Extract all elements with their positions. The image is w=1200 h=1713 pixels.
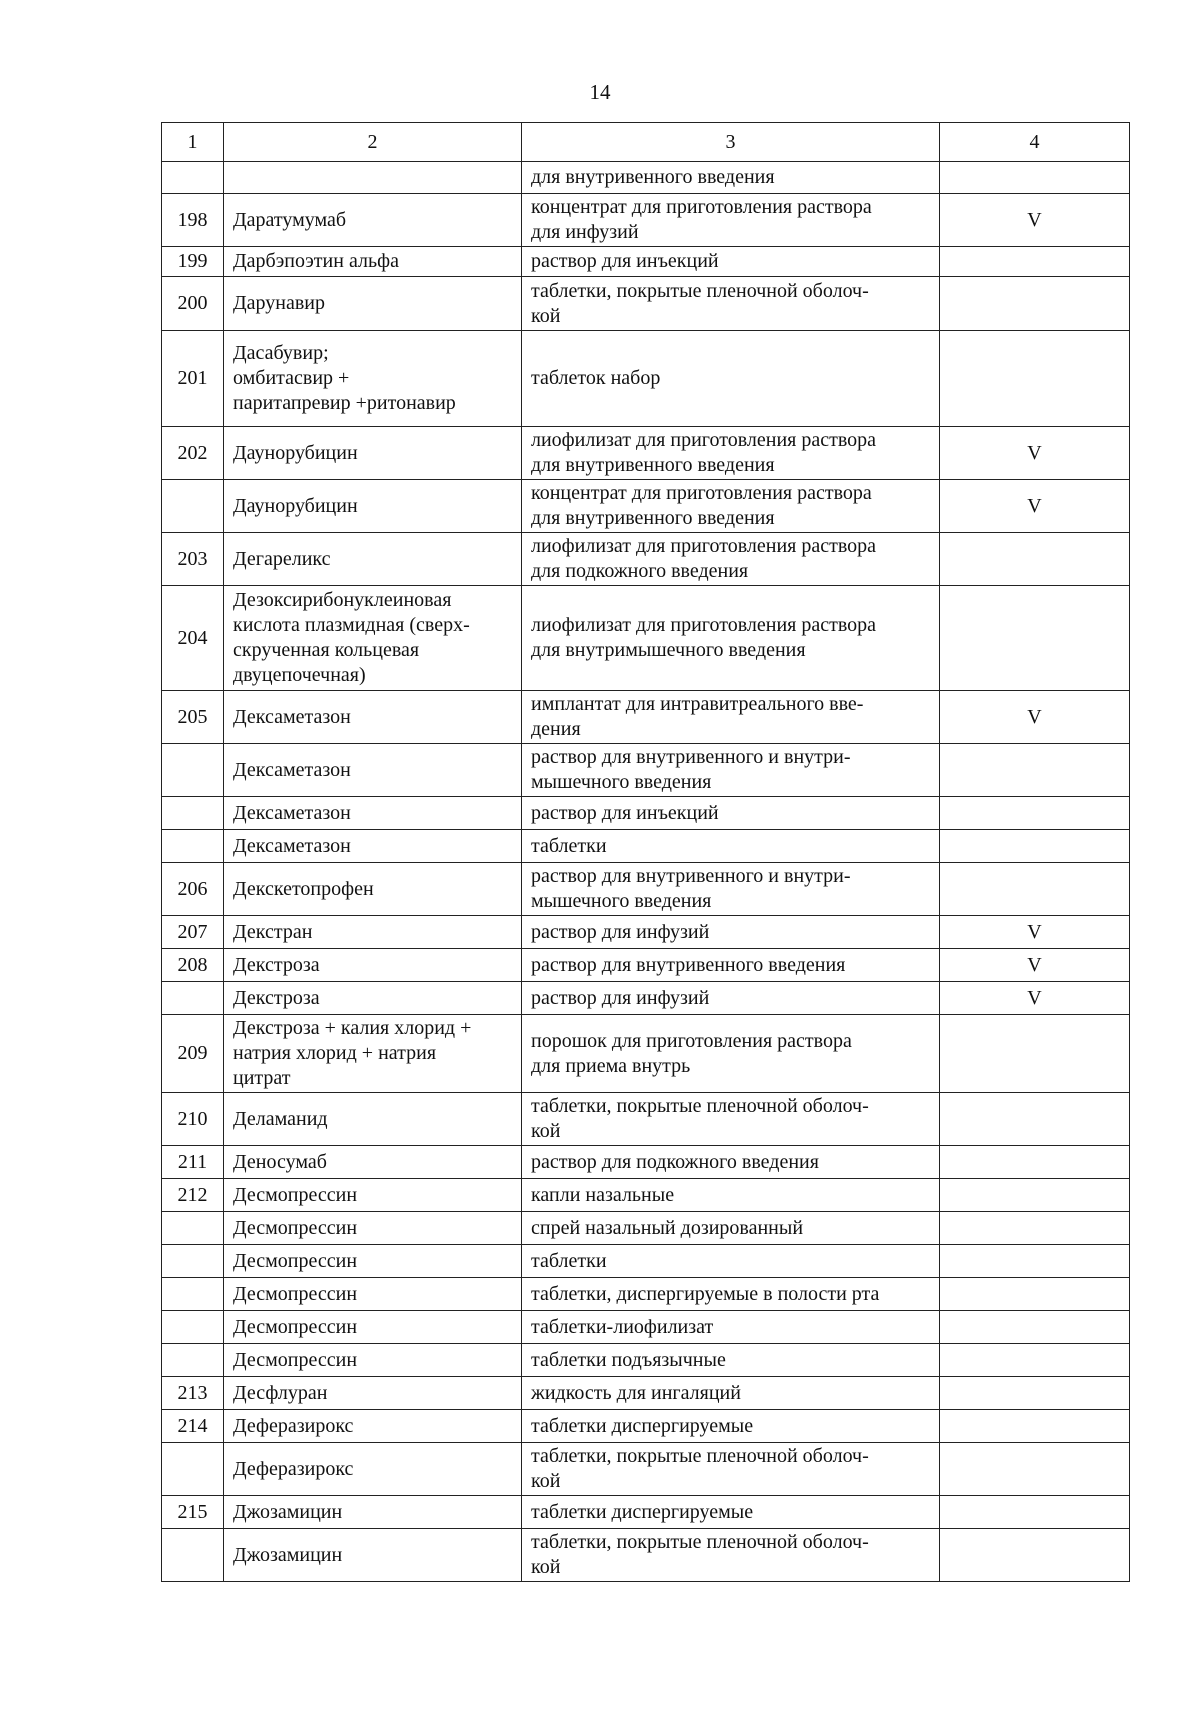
dosage-form-cell: таблетки [522, 830, 940, 863]
row-number-cell: 199 [162, 247, 224, 277]
mark-cell [940, 1212, 1130, 1245]
table-row [162, 1278, 1130, 1311]
column-header: 4 [940, 123, 1130, 162]
table-row [162, 331, 1130, 427]
row-number-cell: 214 [162, 1410, 224, 1443]
dosage-form-cell: капли назальные [522, 1179, 940, 1212]
dosage-form-cell: раствор для инъекций [522, 247, 940, 277]
dosage-form-cell: таблетки подъязычные [522, 1344, 940, 1377]
dosage-form-cell: порошок для приготовления раствора для приема внутрь [522, 1015, 940, 1093]
drug-name-cell: Дексаметазон [224, 797, 522, 830]
mark-cell [940, 277, 1130, 331]
row-number-cell: 212 [162, 1179, 224, 1212]
drug-name-cell: Деферазирокс [224, 1443, 522, 1496]
row-number-cell: 209 [162, 1015, 224, 1093]
dosage-form-cell: раствор для внутривенного и внутри- мышечного введения [522, 744, 940, 797]
mark-cell: V [940, 949, 1130, 982]
dosage-form-cell: таблетки, покрытые пленочной оболоч- кой [522, 1093, 940, 1146]
mark-cell [940, 1245, 1130, 1278]
drug-name-cell: Декстран [224, 916, 522, 949]
dosage-form-cell: таблетки, диспергируемые в полости рта [522, 1278, 940, 1311]
dosage-form-cell: концентрат для приготовления раствора для внутривенного введения [522, 480, 940, 533]
drug-name-cell: Дарбэпоэтин альфа [224, 247, 522, 277]
drug-name-cell: Дарунавир [224, 277, 522, 331]
drug-table [161, 122, 1130, 1582]
row-number-cell [162, 1212, 224, 1245]
dosage-form-cell: таблетки, покрытые пленочной оболоч- кой [522, 277, 940, 331]
drug-name-cell: Даратумумаб [224, 194, 522, 247]
table-row [162, 1245, 1130, 1278]
mark-cell [940, 1146, 1130, 1179]
mark-cell [940, 1496, 1130, 1529]
row-number-cell [162, 1443, 224, 1496]
drug-name-cell: Дексаметазон [224, 691, 522, 744]
drug-name-cell: Деламанид [224, 1093, 522, 1146]
row-number-cell [162, 1311, 224, 1344]
table-row [162, 1443, 1130, 1496]
drug-name-cell: Даунорубицин [224, 427, 522, 480]
drug-name-cell: Дексаметазон [224, 744, 522, 797]
table-row [162, 797, 1130, 830]
dosage-form-cell: таблетки диспергируемые [522, 1410, 940, 1443]
table-row [162, 863, 1130, 916]
row-number-cell: 211 [162, 1146, 224, 1179]
dosage-form-cell: лиофилизат для приготовления раствора для подкожного введения [522, 533, 940, 586]
row-number-cell: 213 [162, 1377, 224, 1410]
mark-cell: V [940, 691, 1130, 744]
row-number-cell: 200 [162, 277, 224, 331]
row-number-cell: 205 [162, 691, 224, 744]
mark-cell: V [940, 194, 1130, 247]
row-number-cell: 203 [162, 533, 224, 586]
mark-cell [940, 331, 1130, 427]
drug-name-cell: Деносумаб [224, 1146, 522, 1179]
mark-cell [940, 586, 1130, 691]
drug-name-cell: Деферазирокс [224, 1410, 522, 1443]
table-row [162, 1179, 1130, 1212]
table-row [162, 1377, 1130, 1410]
drug-name-cell: Декскетопрофен [224, 863, 522, 916]
row-number-cell [162, 744, 224, 797]
row-number-cell: 201 [162, 331, 224, 427]
row-number-cell: 202 [162, 427, 224, 480]
mark-cell [940, 533, 1130, 586]
dosage-form-cell: таблетки-лиофилизат [522, 1311, 940, 1344]
mark-cell [940, 1311, 1130, 1344]
table-row [162, 247, 1130, 277]
table-row [162, 1146, 1130, 1179]
table-row [162, 1496, 1130, 1529]
table-row [162, 1344, 1130, 1377]
row-number-cell: 198 [162, 194, 224, 247]
row-number-cell [162, 797, 224, 830]
drug-name-cell: Дезоксирибонуклеиновая кислота плазмидная (сверх- скрученная кольцевая двуцепочечная) [224, 586, 522, 691]
dosage-form-cell: таблетки, покрытые пленочной оболоч- кой [522, 1443, 940, 1496]
column-header: 1 [162, 123, 224, 162]
dosage-form-cell: для внутривенного введения [522, 162, 940, 194]
drug-name-cell: Декстроза [224, 982, 522, 1015]
mark-cell: V [940, 480, 1130, 533]
mark-cell [940, 797, 1130, 830]
drug-name-cell: Десмопрессин [224, 1278, 522, 1311]
dosage-form-cell: раствор для инфузий [522, 982, 940, 1015]
mark-cell [940, 1278, 1130, 1311]
column-header: 3 [522, 123, 940, 162]
table-row [162, 1212, 1130, 1245]
row-number-cell: 207 [162, 916, 224, 949]
column-header: 2 [224, 123, 522, 162]
table-row [162, 162, 1130, 194]
table-row [162, 1529, 1130, 1582]
dosage-form-cell: лиофилизат для приготовления раствора для внутримышечного введения [522, 586, 940, 691]
table-row [162, 949, 1130, 982]
dosage-form-cell: таблетки [522, 1245, 940, 1278]
mark-cell [940, 1377, 1130, 1410]
row-number-cell [162, 162, 224, 194]
table-row [162, 1015, 1130, 1093]
drug-name-cell: Десфлуран [224, 1377, 522, 1410]
table-row [162, 982, 1130, 1015]
drug-name-cell: Дасабувир; омбитасвир + паритапревир +ритонавир [224, 331, 522, 427]
dosage-form-cell: спрей назальный дозированный [522, 1212, 940, 1245]
table-header-row [162, 123, 1130, 162]
mark-cell [940, 1443, 1130, 1496]
mark-cell [940, 1410, 1130, 1443]
mark-cell [940, 1179, 1130, 1212]
row-number-cell: 204 [162, 586, 224, 691]
row-number-cell: 206 [162, 863, 224, 916]
mark-cell [940, 863, 1130, 916]
mark-cell [940, 830, 1130, 863]
dosage-form-cell: раствор для внутривенного введения [522, 949, 940, 982]
drug-name-cell: Декстроза [224, 949, 522, 982]
drug-name-cell: Даунорубицин [224, 480, 522, 533]
mark-cell: V [940, 916, 1130, 949]
row-number-cell [162, 1529, 224, 1582]
drug-name-cell [224, 162, 522, 194]
mark-cell [940, 1529, 1130, 1582]
drug-name-cell: Джозамицин [224, 1529, 522, 1582]
dosage-form-cell: раствор для подкожного введения [522, 1146, 940, 1179]
table-row [162, 533, 1130, 586]
row-number-cell [162, 1245, 224, 1278]
drug-name-cell: Дегареликс [224, 533, 522, 586]
drug-name-cell: Десмопрессин [224, 1311, 522, 1344]
table-row [162, 194, 1130, 247]
row-number-cell: 215 [162, 1496, 224, 1529]
mark-cell: V [940, 427, 1130, 480]
table-row [162, 427, 1130, 480]
row-number-cell [162, 830, 224, 863]
dosage-form-cell: имплантат для интравитреального вве- дения [522, 691, 940, 744]
dosage-form-cell: раствор для инъекций [522, 797, 940, 830]
row-number-cell [162, 982, 224, 1015]
dosage-form-cell: таблеток набор [522, 331, 940, 427]
dosage-form-cell: раствор для инфузий [522, 916, 940, 949]
drug-name-cell: Джозамицин [224, 1496, 522, 1529]
dosage-form-cell: жидкость для ингаляций [522, 1377, 940, 1410]
dosage-form-cell: раствор для внутривенного и внутри- мышечного введения [522, 863, 940, 916]
row-number-cell [162, 1344, 224, 1377]
table-row [162, 691, 1130, 744]
mark-cell [940, 247, 1130, 277]
drug-name-cell: Десмопрессин [224, 1179, 522, 1212]
mark-cell [940, 744, 1130, 797]
table-row [162, 1410, 1130, 1443]
row-number-cell [162, 1278, 224, 1311]
dosage-form-cell: таблетки, покрытые пленочной оболоч- кой [522, 1529, 940, 1582]
table-row [162, 744, 1130, 797]
mark-cell [940, 1093, 1130, 1146]
dosage-form-cell: таблетки диспергируемые [522, 1496, 940, 1529]
table-row [162, 277, 1130, 331]
table-row [162, 1093, 1130, 1146]
mark-cell [940, 1015, 1130, 1093]
drug-name-cell: Десмопрессин [224, 1212, 522, 1245]
table-row [162, 480, 1130, 533]
row-number-cell [162, 480, 224, 533]
drug-name-cell: Декстроза + калия хлорид + натрия хлорид + натрия цитрат [224, 1015, 522, 1093]
mark-cell [940, 162, 1130, 194]
drug-name-cell: Десмопрессин [224, 1245, 522, 1278]
mark-cell [940, 1344, 1130, 1377]
dosage-form-cell: лиофилизат для приготовления раствора для внутривенного введения [522, 427, 940, 480]
page-number: 14 [589, 80, 611, 104]
dosage-form-cell: концентрат для приготовления раствора для инфузий [522, 194, 940, 247]
row-number-cell: 210 [162, 1093, 224, 1146]
table-row [162, 830, 1130, 863]
drug-name-cell: Десмопрессин [224, 1344, 522, 1377]
mark-cell: V [940, 982, 1130, 1015]
drug-name-cell: Дексаметазон [224, 830, 522, 863]
table-row [162, 916, 1130, 949]
table-row [162, 586, 1130, 691]
row-number-cell: 208 [162, 949, 224, 982]
table-row [162, 1311, 1130, 1344]
